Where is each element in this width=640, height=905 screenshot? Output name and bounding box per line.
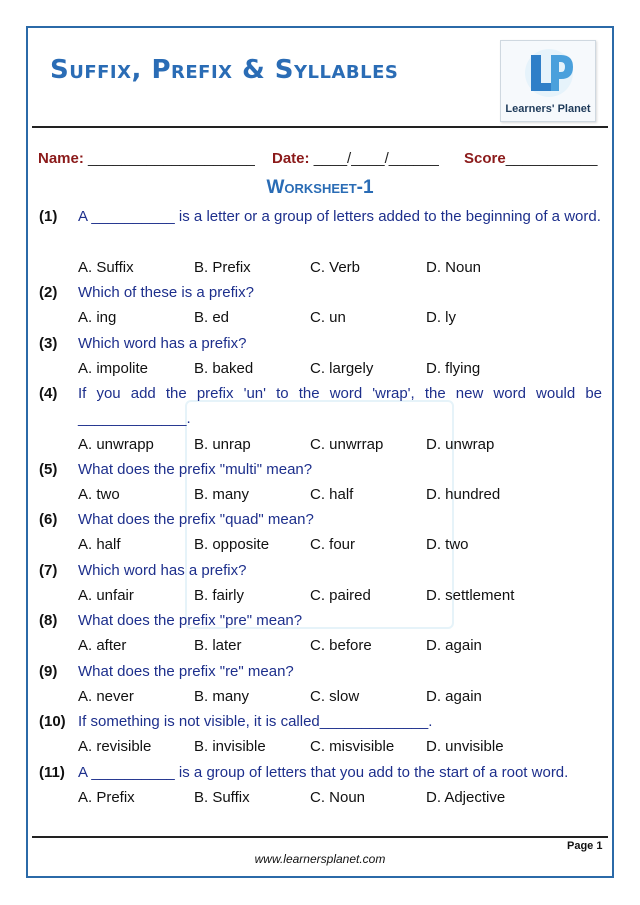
bottom-divider (32, 836, 608, 838)
answer-option[interactable]: B. opposite (194, 536, 270, 553)
learners-planet-logo-icon (521, 47, 577, 99)
name-blank[interactable]: ____________________ (88, 150, 255, 167)
answer-option[interactable]: A. Suffix (78, 259, 134, 276)
name-field[interactable] (38, 150, 255, 167)
answer-option[interactable]: D. again (426, 637, 482, 654)
answer-option[interactable]: A. unfair (78, 587, 134, 604)
score-label: Score (464, 150, 506, 167)
footer-url[interactable]: www.learnersplanet.com (254, 852, 386, 866)
answer-option[interactable]: D. ly (426, 309, 456, 326)
answer-option[interactable]: C. paired (310, 587, 371, 604)
answer-option[interactable]: D. Noun (426, 259, 482, 276)
score-blank[interactable]: ___________ (505, 150, 598, 167)
worksheet-title: Worksheet-1 (266, 177, 374, 198)
answer-option[interactable]: B. Prefix (194, 259, 251, 276)
question-text: Which word has a prefix? (78, 335, 247, 352)
answer-option[interactable]: D. unvisible (426, 738, 504, 755)
answer-option[interactable]: C. Verb (310, 259, 361, 276)
answer-option[interactable]: A. after (78, 637, 127, 654)
question-number: (8) (39, 612, 58, 629)
question-number: (4) (39, 385, 58, 402)
answer-option[interactable]: C. half (310, 486, 354, 503)
answer-option[interactable]: D. hundred (426, 486, 501, 503)
answer-option[interactable]: A. two (78, 486, 120, 503)
date-label: Date: (272, 150, 310, 167)
name-label: Name: (38, 150, 84, 167)
question-number: (9) (39, 663, 58, 680)
answer-option[interactable]: A. unwrapp (78, 436, 154, 453)
question-number: (3) (39, 335, 58, 352)
answer-option[interactable]: D. two (426, 536, 469, 553)
question-text: Which of these is a prefix? (78, 284, 254, 301)
question-number: (10) (39, 713, 66, 730)
question-text: What does the prefix "quad" mean? (78, 511, 314, 528)
page-number: Page 1 (567, 840, 603, 852)
question-number: (11) (39, 764, 65, 781)
question-text: What does the prefix "multi" mean? (78, 461, 313, 478)
answer-option[interactable]: B. invisible (194, 738, 266, 755)
answer-option[interactable]: C. slow (310, 688, 360, 705)
answer-option[interactable]: B. many (194, 486, 250, 503)
answer-option[interactable]: D. again (426, 688, 482, 705)
logo-text: Learners' Planet (505, 103, 591, 115)
answer-option[interactable]: B. ed (194, 309, 230, 326)
answer-option[interactable]: C. largely (310, 360, 374, 377)
answer-option[interactable]: C. four (310, 536, 356, 553)
question-text: A __________ is a letter or a group of letters added to the beginning of a word. (78, 208, 601, 225)
question-number: (6) (39, 511, 58, 528)
question-text: What does the prefix "re" mean? (78, 663, 294, 680)
answer-option[interactable]: C. Noun (310, 789, 366, 806)
question-text: If you add the prefix 'un' to the word 'wrap', the new word would be _____________. (78, 385, 602, 427)
question-number: (7) (39, 562, 58, 579)
answer-option[interactable]: B. fairly (194, 587, 245, 604)
question-text: What does the prefix "pre" mean? (78, 612, 303, 629)
answer-option[interactable]: D. settlement (426, 587, 515, 604)
answer-option[interactable]: B. many (194, 688, 250, 705)
answer-option[interactable]: B. later (194, 637, 242, 654)
question-number: (5) (39, 461, 58, 478)
question-text: Which word has a prefix? (78, 562, 247, 579)
score-field[interactable] (464, 150, 597, 167)
answer-option[interactable]: A. half (78, 536, 121, 553)
answer-option[interactable]: C. before (310, 637, 372, 654)
answer-option[interactable]: A. revisible (78, 738, 152, 755)
top-divider (32, 126, 608, 128)
answer-option[interactable]: B. baked (194, 360, 254, 377)
answer-option[interactable]: D. flying (426, 360, 481, 377)
question-text: A __________ is a group of letters that you add to the start of a root word. (78, 764, 569, 781)
answer-option[interactable]: A. impolite (78, 360, 149, 377)
page-title: Suffix, Prefix & Syllables (50, 55, 399, 85)
answer-option[interactable]: D. unwrap (426, 436, 495, 453)
answer-option[interactable]: A. never (78, 688, 134, 705)
logo (500, 40, 596, 122)
answer-option[interactable]: A. ing (78, 309, 117, 326)
answer-option[interactable]: C. un (310, 309, 346, 326)
answer-option[interactable]: B. unrap (194, 436, 251, 453)
answer-option[interactable]: B. Suffix (194, 789, 250, 806)
date-blank[interactable]: ____/____/______ (313, 150, 439, 167)
question-number: (2) (39, 284, 58, 301)
date-field[interactable] (272, 150, 439, 167)
answer-option[interactable]: C. unwrrap (310, 436, 384, 453)
question-text: If something is not visible, it is called_____________. (78, 713, 433, 730)
answer-option[interactable]: A. Prefix (78, 789, 135, 806)
answer-option[interactable]: C. misvisible (310, 738, 395, 755)
answer-option[interactable]: D. Adjective (426, 789, 506, 806)
question-number: (1) (39, 208, 58, 225)
